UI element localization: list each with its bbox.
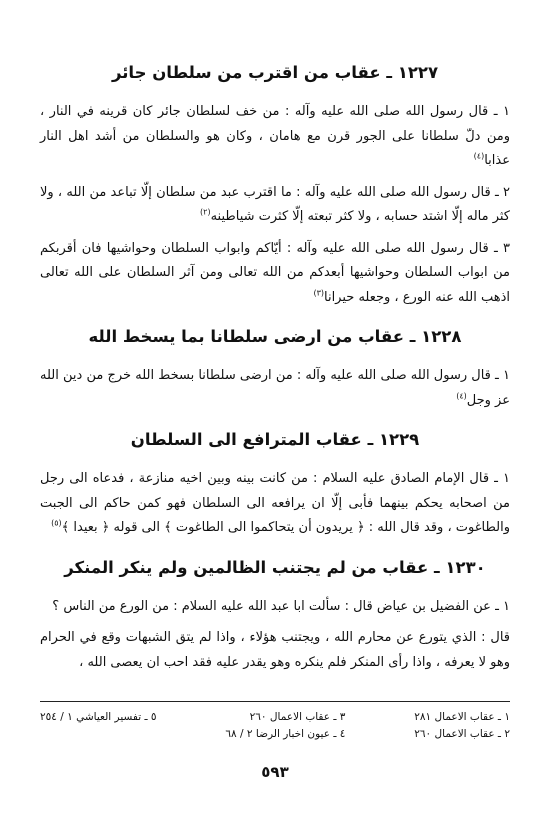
hadith-text: ١ ـ عن الفضيل بن عياض قال : سألت ابا عبد الله عليه السلام : من الورع من الناس ؟: [52, 598, 510, 614]
footnotes: [40, 709, 510, 743]
footnote: ٢ ـ عقاب الاعمال ٢٦٠: [414, 728, 510, 740]
footnote: ٣ ـ عقاب الاعمال ٢٦٠: [249, 711, 346, 723]
hadith-paragraph: [40, 237, 510, 311]
footnote-marker: (٢): [200, 207, 211, 217]
footnote-column: [225, 709, 345, 743]
section-heading-1229: ١٢٢٩ ـ عقاب المترافع الى السلطان: [130, 430, 420, 449]
footnote-divider: [40, 701, 510, 702]
footnote-marker: (٣): [313, 288, 324, 298]
hadith-text: قال : الذي يتورع عن محارم الله ، ويجتنب هؤلاء ، واذا لم يتق الشبهات وقع في الحرام وهو لا يعرفه ، واذا رأى المنكر فلم ينكره وهو يقدر عليه فقد احب ان يعصى الله ،: [40, 630, 510, 670]
hadith-paragraph: [40, 100, 510, 174]
section-heading-1230: ١٢٣٠ ـ عقاب من لم يجتنب الظالمين ولم ينكر المنكر: [64, 557, 486, 577]
section-heading-1228: ١٢٢٨ ـ عقاب من ارضى سلطانا بما يسخط الله: [88, 327, 462, 346]
hadith-paragraph: [40, 595, 510, 620]
hadith-text: ١ ـ قال رسول الله صلى الله عليه وآله : من خف لسلطان جائر كان قرينه في النار ، ومن دلّ سلطانا على الجور قرن مع هامان ، وكان هو والسلطان من أشد اهل النار عذابا: [40, 104, 510, 168]
hadith-text: ١ ـ قال الإمام الصادق عليه السلام : من كانت بينه وبين اخيه منازعة ، فدعاه الى رجل من اصحابه يحكم بينهما فأبى إلّا ان يرافعه الى السلطان فهو كمن حاكم الى الجبت والطاغوت ، وقد قال الله : ﴿ يريدون أن يتحاكموا الى الطاغوت ﴾ الى قوله ﴿ بعيدا ﴾: [40, 471, 510, 535]
footnote: ٥ ـ تفسير العياشي ١ / ٢٥٤: [40, 711, 157, 723]
hadith-paragraph: [40, 467, 510, 541]
hadith-text: ٣ ـ قال رسول الله صلى الله عليه وآله : أيّاكم وابواب السلطان وحواشيها فان أقربكم من ابواب السلطان وحواشيها أبعدكم من الله تعالى ومن آثر السلطان على الله تعالى اذهب الله عنه الورع ، وجعله حيرانا: [40, 240, 510, 305]
footnote: ١ ـ عقاب الاعمال ٢٨١: [414, 711, 510, 723]
footnote-column: [414, 709, 510, 743]
footnote: ٤ ـ عيون اخبار الرضا ٢ / ٦٨: [225, 728, 346, 740]
hadith-text: ٢ ـ قال رسول الله صلى الله عليه وآله : ما اقترب عبد من سلطان إلّا تباعد من الله ، ولا كثر ماله إلّا اشتد حسابه ، ولا كثر تبعته إلّا كثرت شياطينه: [40, 184, 510, 224]
hadith-text: ١ ـ قال رسول الله صلى الله عليه وآله : من ارضى سلطانا بسخط الله خرج من دين الله عز وجل: [40, 368, 510, 408]
hadith-paragraph: [40, 626, 510, 675]
section-heading-1227: ١٢٢٧ ـ عقاب من اقترب من سلطان جائر: [111, 63, 439, 82]
footnote-marker: (٤): [473, 151, 485, 161]
page-number: ٥٩٣: [261, 763, 289, 781]
footnote-column: [40, 709, 157, 743]
hadith-paragraph: [40, 181, 510, 230]
footnote-marker: (٤): [456, 391, 467, 401]
hadith-paragraph: [40, 364, 510, 413]
footnote-marker: (٥): [51, 518, 62, 528]
